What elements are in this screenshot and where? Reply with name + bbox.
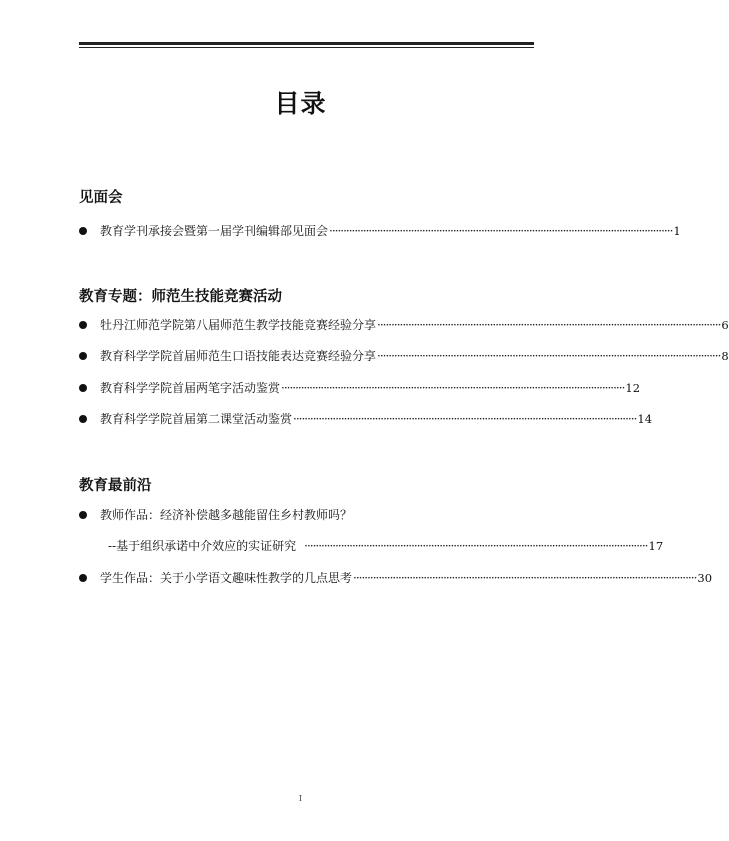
toc-leader-dots: ·························································································································· (329, 224, 673, 238)
toc-leader-dots: ·························································································································· (353, 571, 697, 585)
toc-entry[interactable] (79, 506, 523, 524)
bullet-icon (79, 384, 87, 392)
toc-entry-page: 30 (697, 571, 713, 585)
page-title: 目录 (274, 89, 327, 118)
toc-leader-dots: ·························································································································· (304, 539, 648, 553)
header-rule-thick (79, 42, 534, 45)
toc-leader-dots: ·························································································································· (377, 349, 721, 363)
toc-entry-continuation[interactable] (79, 537, 664, 555)
toc-entry-page: 8 (721, 349, 729, 363)
toc-entry[interactable] (79, 379, 641, 397)
section-heading-special-topic: 教育专题：师范生技能竞赛活动 (79, 289, 282, 305)
toc-entry-subtitle: --基于组织承诺中介效应的实证研究 (108, 539, 297, 553)
toc-entry-title: 学生作品：关于小学语文趣味性教学的几点思考 (100, 571, 353, 585)
page-number-footer: I (298, 794, 303, 803)
bullet-icon (79, 227, 87, 235)
toc-leader-dots: ·························································································································· (377, 318, 721, 332)
toc-entry-title: 教育科学学院首届第二课堂活动鉴赏 (100, 412, 293, 426)
toc-entry-page: 1 (673, 224, 681, 238)
toc-entry-title: 教育科学学院首届两笔字活动鉴赏 (100, 381, 281, 395)
toc-entry-title: 牡丹江师范学院第八届师范生教学技能竞赛经验分享 (100, 318, 377, 332)
bullet-icon (79, 321, 87, 329)
toc-entry[interactable] (79, 347, 729, 365)
bullet-icon (79, 574, 87, 582)
bullet-icon (79, 511, 87, 519)
toc-entry-page: 6 (721, 318, 729, 332)
section-heading-meeting: 见面会 (79, 190, 123, 206)
toc-entry[interactable] (79, 410, 653, 428)
toc-entry[interactable] (79, 316, 729, 334)
toc-entry-page: 14 (637, 412, 653, 426)
section-heading-frontier: 教育最前沿 (79, 478, 152, 494)
bullet-icon (79, 352, 87, 360)
toc-entry-title: 教师作品：经济补偿越多越能留住乡村教师吗？ (100, 508, 353, 522)
toc-entry[interactable] (79, 222, 681, 240)
toc-leader-dots: ·························································································································· (281, 381, 625, 395)
toc-leader-dots: ·························································································································· (293, 412, 637, 426)
header-rule-thin (79, 47, 534, 48)
toc-entry-page: 17 (648, 539, 664, 553)
toc-entry-title: 教育科学学院首届师范生口语技能表达竞赛经验分享 (100, 349, 377, 363)
bullet-icon (79, 415, 87, 423)
toc-entry-page: 12 (625, 381, 641, 395)
toc-entry[interactable] (79, 569, 713, 587)
toc-entry-title: 教育学刊承接会暨第一届学刊编辑部见面会 (100, 224, 329, 238)
